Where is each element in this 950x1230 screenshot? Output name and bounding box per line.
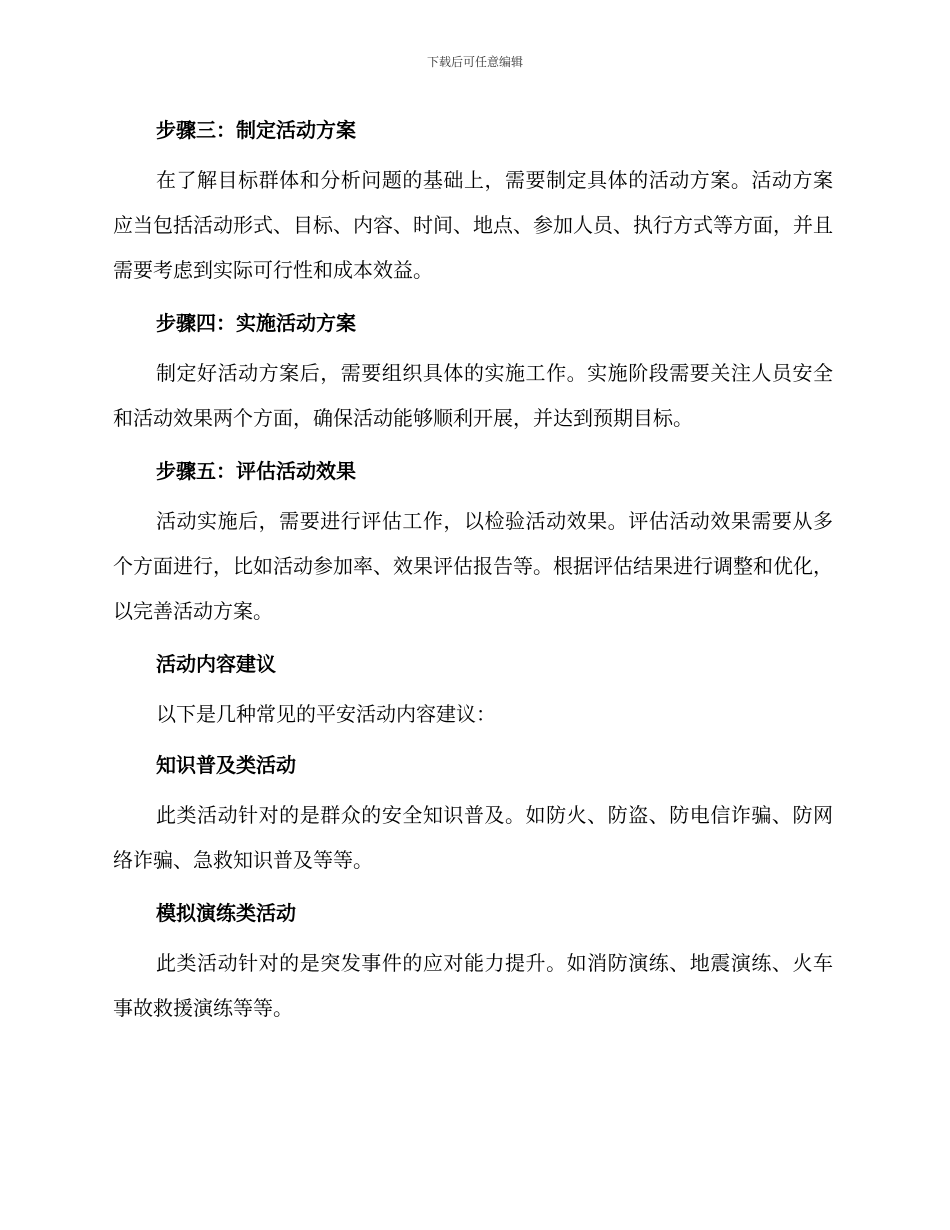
document-body <box>113 112 833 1043</box>
step3-paragraph: 在了解目标群体和分析问题的基础上，需要制定具体的活动方案。活动方案应当包括活动形式、目标、内容、时间、地点、参加人员、执行方式等方面，并且需要考虑到实际可行性和成本效益。 <box>113 168 833 282</box>
knowledge-activity-paragraph: 此类活动针对的是群众的安全知识普及。如防火、防盗、防电信诈骗、防网络诈骗、急救知识普及等等。 <box>113 803 833 872</box>
drill-activity-paragraph: 此类活动针对的是突发事件的应对能力提升。如消防演练、地震演练、火车事故救援演练等等。 <box>113 951 833 1020</box>
step3-heading: 步骤三：制定活动方案 <box>156 118 356 142</box>
drill-activity-heading: 模拟演练类活动 <box>156 901 296 925</box>
step5-heading: 步骤五：评估活动效果 <box>156 459 356 483</box>
suggestions-heading: 活动内容建议 <box>156 652 276 676</box>
step5-paragraph: 活动实施后，需要进行评估工作，以检验活动效果。评估活动效果需要从多个方面进行，比如活动参加率、效果评估报告等。根据评估结果进行调整和优化，以完善活动方案。 <box>113 509 833 623</box>
page-header-note: 下载后可任意编辑 <box>426 55 523 69</box>
step4-heading: 步骤四：实施活动方案 <box>156 311 356 335</box>
suggestions-intro: 以下是几种常见的平安活动内容建议： <box>156 702 496 726</box>
knowledge-activity-heading: 知识普及类活动 <box>156 753 296 777</box>
step4-paragraph: 制定好活动方案后，需要组织具体的实施工作。实施阶段需要关注人员安全和活动效果两个方面，确保活动能够顺利开展，并达到预期目标。 <box>113 361 833 430</box>
